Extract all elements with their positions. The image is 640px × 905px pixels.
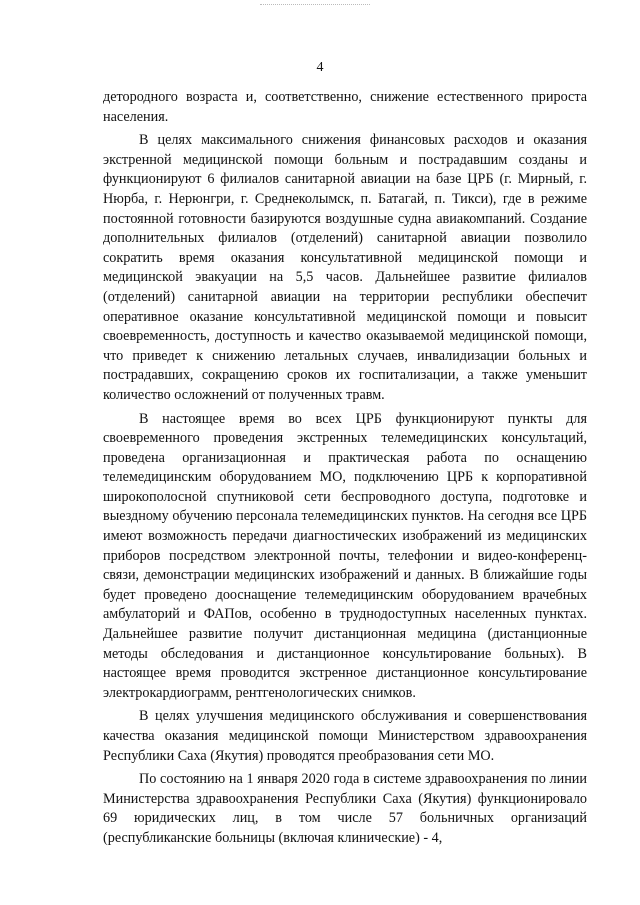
paragraph-1: детородного возраста и, соответственно, снижение естественного прироста населения.	[103, 89, 587, 125]
scan-artifact	[260, 4, 370, 7]
paragraph-2: В целях максимального снижения финансовых расходов и оказания экстренной медицинской помощи больным и пострадавшим созданы и функционируют 6 филиалов санитарной авиации на базе ЦРБ (г. Мирный, г. Нюрба, г. Нерюнгри, г. Среднеколымск, п. Батагай, п. Тикси), где в режиме постоянной готовности базируются воздушные судна авиакомпаний. Создание дополнительных филиалов (отделений) санитарной авиации позволило сократить время оказания консультативной медицинской помощи и медицинской эвакуации на 5,5 часов. Дальнейшее развитие филиалов (отделений) санитарной авиации на территории республики обеспечит оперативное оказание консультативной медицинской помощи и повысит своевременность, доступность и качество оказываемой медицинской помощи, что приведет к снижению летальных случаев, инвалидизации больных и пострадавших, сокращению сроков их госпитализации, а также уменьшит количество осложнений от полученных травм.	[103, 132, 587, 403]
page-number: 4	[316, 60, 324, 75]
paragraph-4: В целях улучшения медицинского обслуживания и совершенствования качества оказания медицинской помощи Министерством здравоохранения Республики Саха (Якутия) проводятся преобразования сети МО.	[103, 708, 587, 764]
paragraph-3: В настоящее время во всех ЦРБ функционируют пункты для своевременного проведения экстренных телемедицинских консультаций, проведена организационная и практическая работа по оснащению телемедицинским оборудованием МО, подключению ЦРБ к корпоративной широкополосной спутниковой сети беспроводного доступа, подготовке и выездному обучению персонала телемедицинских пунктов. На сегодня все ЦРБ имеют возможность передачи диагностических изображений из медицинских приборов посредством электронной почты, телефонии и видео-конференц-связи, демонстрации медицинских изображений и данных. В ближайшие годы будет проведено дооснащение телемедицинским оборудованием врачебных амбулаторий и ФАПов, особенно в труднодоступных населенных пунктах. Дальнейшее развитие получит дистанционная медицина (дистанционные методы обследования и дистанционное консультирование больных). В настоящее время проводится экстренное дистанционное консультирование электрокардиограмм, рентгенологических снимков.	[103, 410, 587, 701]
paragraph-5: По состоянию на 1 января 2020 года в системе здравоохранения по линии Министерства здравоохранения Республики Саха (Якутия) функционировало 69 юридических лиц, в том числе 57 больничных организаций (республиканские больницы (включая клинические) - 4,	[103, 771, 587, 846]
body-text	[103, 88, 587, 853]
